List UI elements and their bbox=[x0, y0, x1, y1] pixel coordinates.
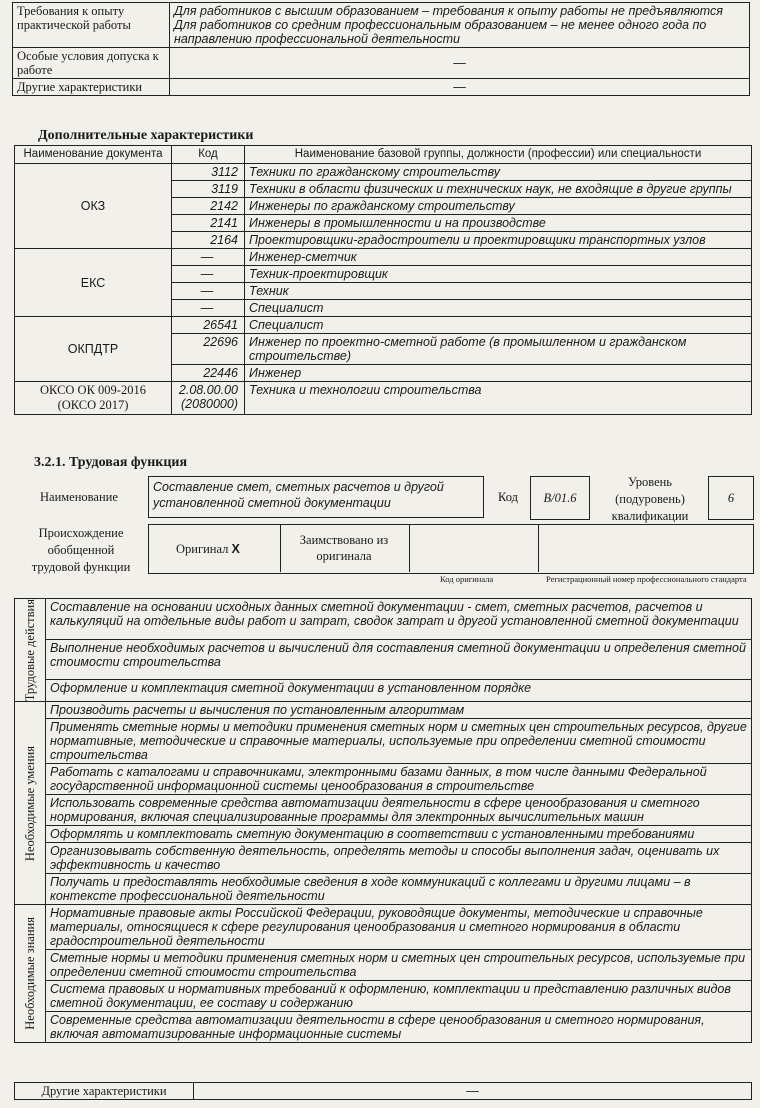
code-line: 2.08.00.00 bbox=[178, 383, 238, 397]
row-label: Особые условия допуска к работе bbox=[13, 48, 170, 79]
column-header: Наименование базовой группы, должности (профессии) или специальности bbox=[245, 146, 752, 164]
original-text: Оригинал bbox=[176, 542, 229, 556]
table-row bbox=[15, 905, 752, 950]
code-cell: 26541 bbox=[172, 317, 245, 334]
other-characteristics-table bbox=[14, 1082, 752, 1100]
table-row bbox=[13, 48, 750, 79]
item-cell: Система правовых и нормативных требований к оформлению, комплектации и представлению различных видов сметной документации, ее составу и содержанию bbox=[46, 981, 752, 1012]
name-cell: Техник bbox=[245, 283, 752, 300]
reg-number-caption: Регистрационный номер профессионального стандарта bbox=[546, 574, 747, 584]
table-row bbox=[13, 79, 750, 96]
name-cell: Техники по гражданскому строительству bbox=[245, 164, 752, 181]
value-line: Для работников с высшим образованием – требования к опыту работы не предъявляются bbox=[174, 4, 723, 18]
section-heading: Дополнительные характеристики bbox=[38, 128, 254, 143]
row-label: Требования к опыту практической работы bbox=[13, 3, 170, 48]
code-label: Код bbox=[498, 490, 518, 504]
section-label: Необходимые знания bbox=[23, 917, 37, 1031]
name-cell: Специалист bbox=[245, 317, 752, 334]
column-header: Код bbox=[172, 146, 245, 164]
row-value: — bbox=[170, 79, 750, 96]
level-value-box: 6 bbox=[708, 476, 754, 520]
group-name-line: (ОКСО 2017) bbox=[57, 398, 129, 412]
code-cell: 3112 bbox=[172, 164, 245, 181]
table-row bbox=[15, 680, 752, 702]
group-name: ОКПДТР bbox=[15, 317, 172, 382]
item-cell: Получать и предоставлять необходимые сведения в ходе коммуникаций с коллегами и другими лицами – в контексте профессиональной деятельности bbox=[46, 874, 752, 905]
table-row bbox=[15, 843, 752, 874]
name-cell: Инженер-сметчик bbox=[245, 249, 752, 266]
table-row bbox=[15, 981, 752, 1012]
additional-characteristics-table bbox=[14, 145, 752, 415]
name-cell: Инженер bbox=[245, 365, 752, 382]
section-label-cell bbox=[15, 905, 46, 1043]
name-cell: Проектировщики-градостроители и проектировщики транспортных узлов bbox=[245, 232, 752, 249]
row-label: Другие характеристики bbox=[13, 79, 170, 96]
table-row bbox=[15, 874, 752, 905]
item-cell: Оформлять и комплектовать сметную документацию в соответствии с установленными требованиями bbox=[46, 826, 752, 843]
table-row bbox=[15, 764, 752, 795]
item-cell: Применять сметные нормы и методики применения сметных норм и сметных цен строительных ресурсов, другие нормативные, методические и справочные материалы, используемые при определении сметной стоимости строительства bbox=[46, 719, 752, 764]
original-label bbox=[176, 542, 240, 557]
code-cell: 22696 bbox=[172, 334, 245, 365]
table-row bbox=[15, 249, 752, 266]
item-cell: Оформление и комплектация сметной документации в установленном порядке bbox=[46, 680, 752, 702]
group-name bbox=[15, 382, 172, 415]
name-cell: Техника и технологии строительства bbox=[245, 382, 752, 415]
name-cell: Инженер по проектно-сметной работе (в промышленном и гражданском строительстве) bbox=[245, 334, 752, 365]
code-cell: 2141 bbox=[172, 215, 245, 232]
name-cell: Техник-проектировщик bbox=[245, 266, 752, 283]
section-label-cell bbox=[15, 702, 46, 905]
code-cell bbox=[172, 382, 245, 415]
other-value: — bbox=[194, 1083, 752, 1100]
table-row bbox=[15, 1012, 752, 1043]
row-value: — bbox=[170, 48, 750, 79]
section-label: Необходимые умения bbox=[23, 745, 37, 861]
original-mark: X bbox=[231, 542, 240, 556]
code-line: (2080000) bbox=[181, 397, 238, 411]
item-cell: Работать с каталогами и справочниками, электронными базами данных, в том числе данными Федеральной государственной информационной системы ценообразования в строительстве bbox=[46, 764, 752, 795]
table-row bbox=[15, 1083, 752, 1100]
item-cell: Составление на основании исходных данных сметной документации - смет, сметных расчетов, расчетов и калькуляций на отдельные виды работ и затрат, сводок затрат и другой установленной сметной документации bbox=[46, 599, 752, 640]
group-name: ОКЗ bbox=[15, 164, 172, 249]
table-row bbox=[13, 3, 750, 48]
item-cell: Сметные нормы и методики применения сметных норм и сметных цен строительных ресурсов, используемые при определении сметной стоимости строительства bbox=[46, 950, 752, 981]
table-row bbox=[15, 950, 752, 981]
code-cell: — bbox=[172, 283, 245, 300]
table-row bbox=[15, 164, 752, 181]
function-code-box: B/01.6 bbox=[530, 476, 590, 520]
function-name-box: Составление смет, сметных расчетов и другой установленной сметной документации bbox=[148, 476, 484, 518]
code-cell: — bbox=[172, 249, 245, 266]
code-cell: — bbox=[172, 300, 245, 317]
table-header-row bbox=[15, 146, 752, 164]
origin-label: Происхождение обобщенной трудовой функции bbox=[31, 526, 131, 574]
name-label: Наименование bbox=[40, 490, 118, 504]
code-cell: — bbox=[172, 266, 245, 283]
row-value bbox=[170, 3, 750, 48]
group-name: ЕКС bbox=[15, 249, 172, 317]
function-details-table bbox=[14, 598, 752, 1043]
table-row bbox=[15, 639, 752, 680]
code-cell: 2142 bbox=[172, 198, 245, 215]
code-cell: 2164 bbox=[172, 232, 245, 249]
item-cell: Использовать современные средства автоматизации деятельности в сфере ценообразования и сметного нормирования, включая специализированные программы для электронных вычислительных машин bbox=[46, 795, 752, 826]
table-row bbox=[15, 702, 752, 719]
group-name-line: ОКСО ОК 009-2016 bbox=[40, 383, 146, 397]
table-row bbox=[15, 382, 752, 415]
code-cell: 3119 bbox=[172, 181, 245, 198]
item-cell: Организовывать собственную деятельность, определять методы и способы выполнения задач, оценивать их эффективность и качество bbox=[46, 843, 752, 874]
section-label: Трудовые действия bbox=[23, 599, 37, 702]
item-cell: Производить расчеты и вычисления по установленным алгоритмам bbox=[46, 702, 752, 719]
item-cell: Выполнение необходимых расчетов и вычислений для составления сметной документации и определения сметной стоимости строительства bbox=[46, 639, 752, 680]
section-heading: 3.2.1. Трудовая функция bbox=[34, 455, 188, 470]
table-row bbox=[15, 719, 752, 764]
level-label: Уровень (подуровень) квалификации bbox=[611, 475, 689, 523]
name-cell: Инженеры в промышленности и на производстве bbox=[245, 215, 752, 232]
section-label-cell bbox=[15, 599, 46, 702]
table-row bbox=[15, 599, 752, 640]
item-cell: Современные средства автоматизации деятельности в сфере ценообразования и сметного нормирования, включая автоматизированные информационные системы bbox=[46, 1012, 752, 1043]
item-cell: Нормативные правовые акты Российской Федерации, руководящие документы, методические и справочные материалы, относящиеся к сфере регулирования ценообразования и сметного нормирования в области градостроительной деятельности bbox=[46, 905, 752, 950]
table-row bbox=[15, 795, 752, 826]
other-label: Другие характеристики bbox=[15, 1083, 194, 1100]
table-row bbox=[15, 826, 752, 843]
value-line: Для работников со средним профессиональным образованием – не менее одного года по направлению профессиональной деятельности bbox=[174, 18, 707, 46]
requirements-table bbox=[12, 2, 750, 96]
origin-divider bbox=[538, 524, 539, 572]
name-cell: Специалист bbox=[245, 300, 752, 317]
table-row bbox=[15, 317, 752, 334]
name-cell: Инженеры по гражданскому строительству bbox=[245, 198, 752, 215]
code-cell: 22446 bbox=[172, 365, 245, 382]
borrowed-label: Заимствовано из оригинала bbox=[299, 533, 389, 563]
column-header: Наименование документа bbox=[15, 146, 172, 164]
name-cell: Техники в области физических и технических наук, не входящие в другие группы bbox=[245, 181, 752, 198]
code-original-caption: Код оригинала bbox=[440, 574, 494, 584]
